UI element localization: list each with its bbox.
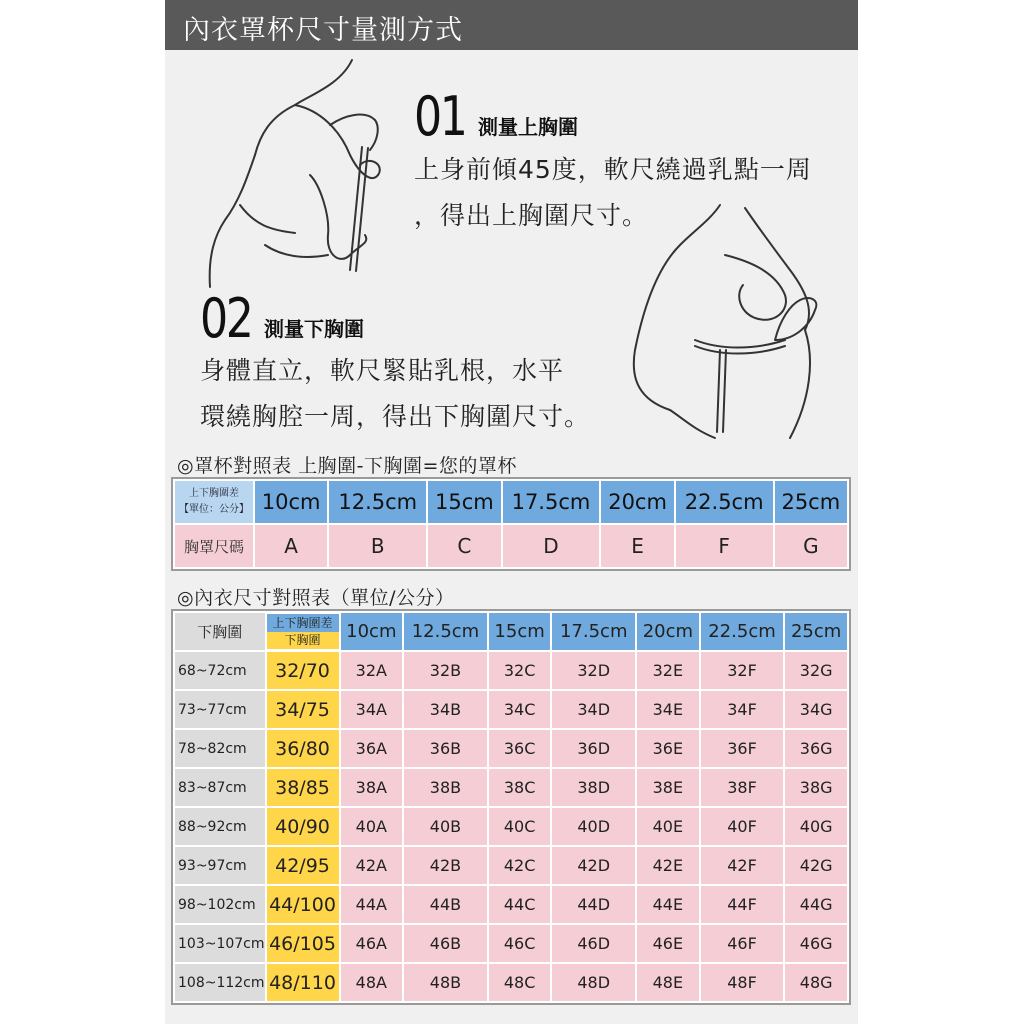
bra-size: 32B xyxy=(404,652,487,689)
bra-size: 34D xyxy=(552,691,635,728)
bra-size: 44E xyxy=(637,886,699,923)
bra-size: 36B xyxy=(404,730,487,767)
bra-size: 38B xyxy=(404,769,487,806)
bra-size: 48F xyxy=(701,964,784,1001)
bra-size: 36G xyxy=(785,730,847,767)
bra-size: 40C xyxy=(489,808,551,845)
under-bust-range: 103~107cm xyxy=(175,925,265,962)
bra-size: 48C xyxy=(489,964,551,1001)
cup-table-cup: C xyxy=(428,525,500,567)
bust-size: 36/80 xyxy=(267,730,339,767)
bra-size: 46D xyxy=(552,925,635,962)
bra-size: 48A xyxy=(341,964,403,1001)
size-table-corner: 下胸圍 xyxy=(175,613,265,650)
bra-size: 34B xyxy=(404,691,487,728)
cup-table-cup: F xyxy=(676,525,773,567)
under-bust-range: 88~92cm xyxy=(175,808,265,845)
bra-size: 40F xyxy=(701,808,784,845)
bra-size: 48G xyxy=(785,964,847,1001)
bra-size: 40A xyxy=(341,808,403,845)
size-table-diff: 17.5cm xyxy=(552,613,635,650)
upper-bust-illustration xyxy=(200,55,410,295)
bra-size: 32G xyxy=(785,652,847,689)
size-table-caption: ◎內衣尺寸對照表（單位/公分） xyxy=(177,587,455,609)
cup-table-diff-label xyxy=(175,481,253,523)
bra-size: 42D xyxy=(552,847,635,884)
under-bust-range: 83~87cm xyxy=(175,769,265,806)
step2-description-line2: 環繞胸腔一周，得出下胸圍尺寸。 xyxy=(200,402,591,431)
size-table-diff: 22.5cm xyxy=(701,613,784,650)
under-bust-illustration xyxy=(625,200,835,440)
bra-size: 46B xyxy=(404,925,487,962)
bra-size: 38F xyxy=(701,769,784,806)
cup-table-diff: 25cm xyxy=(775,481,847,523)
bra-size: 46C xyxy=(489,925,551,962)
bra-size: 38G xyxy=(785,769,847,806)
cup-table xyxy=(171,477,851,571)
cup-table-diff: 17.5cm xyxy=(503,481,600,523)
table-row xyxy=(175,886,847,923)
bust-size: 48/110 xyxy=(267,964,339,1001)
step1-description-line2: ，得出上胸圍尺寸。 xyxy=(414,201,649,230)
bra-size: 48E xyxy=(637,964,699,1001)
size-table-diff: 12.5cm xyxy=(404,613,487,650)
step1-title: 測量上胸圍 xyxy=(478,115,578,139)
size-table-diff: 15cm xyxy=(489,613,551,650)
bra-size: 46F xyxy=(701,925,784,962)
step1-description-line1: 上身前傾45度，軟尺繞過乳點一周 xyxy=(414,155,812,184)
bra-size: 48D xyxy=(552,964,635,1001)
under-bust-range: 93~97cm xyxy=(175,847,265,884)
bra-size: 42B xyxy=(404,847,487,884)
cup-table-diff: 12.5cm xyxy=(329,481,426,523)
cup-table-cup: D xyxy=(503,525,600,567)
bra-size: 32E xyxy=(637,652,699,689)
bra-size: 34E xyxy=(637,691,699,728)
bra-size: 34A xyxy=(341,691,403,728)
bust-size: 42/95 xyxy=(267,847,339,884)
cup-table-cup: A xyxy=(255,525,327,567)
size-table-diff-label-bottom: 下胸圍 xyxy=(267,632,339,649)
bra-size: 44D xyxy=(552,886,635,923)
bra-size: 40B xyxy=(404,808,487,845)
bra-size: 36C xyxy=(489,730,551,767)
bra-size: 38E xyxy=(637,769,699,806)
bra-size: 42G xyxy=(785,847,847,884)
bra-size: 36F xyxy=(701,730,784,767)
bra-size: 38A xyxy=(341,769,403,806)
bust-size: 34/75 xyxy=(267,691,339,728)
cup-table-diff-row xyxy=(175,481,847,523)
bra-size: 44A xyxy=(341,886,403,923)
bust-size: 38/85 xyxy=(267,769,339,806)
table-row xyxy=(175,847,847,884)
bra-size: 32D xyxy=(552,652,635,689)
table-row xyxy=(175,730,847,767)
bra-size: 36A xyxy=(341,730,403,767)
bra-size: 48B xyxy=(404,964,487,1001)
bra-size: 34C xyxy=(489,691,551,728)
cup-table-diff: 22.5cm xyxy=(676,481,773,523)
cup-table-diff: 15cm xyxy=(428,481,500,523)
step2-number: 02 xyxy=(200,287,252,350)
bra-size: 40E xyxy=(637,808,699,845)
cup-table-diff: 20cm xyxy=(601,481,673,523)
table-row xyxy=(175,652,847,689)
bra-size: 32F xyxy=(701,652,784,689)
step2-title: 測量下胸圍 xyxy=(264,317,364,341)
size-table-body xyxy=(175,652,847,1001)
bra-size: 42C xyxy=(489,847,551,884)
cup-table-cup: B xyxy=(329,525,426,567)
under-bust-range: 68~72cm xyxy=(175,652,265,689)
bust-size: 46/105 xyxy=(267,925,339,962)
bra-size: 46E xyxy=(637,925,699,962)
cup-table-diff: 10cm xyxy=(255,481,327,523)
size-table-diff-label xyxy=(267,613,339,650)
bra-size: 42E xyxy=(637,847,699,884)
bra-size: 34G xyxy=(785,691,847,728)
bra-size: 32A xyxy=(341,652,403,689)
under-bust-range: 108~112cm xyxy=(175,964,265,1001)
table-row xyxy=(175,769,847,806)
under-bust-range: 73~77cm xyxy=(175,691,265,728)
bra-size: 44G xyxy=(785,886,847,923)
cup-table-diff-label-line1: 上下胸圍差 xyxy=(189,488,239,499)
bra-size: 42A xyxy=(341,847,403,884)
bust-size: 44/100 xyxy=(267,886,339,923)
bra-size: 38C xyxy=(489,769,551,806)
bust-size: 32/70 xyxy=(267,652,339,689)
bra-size: 36D xyxy=(552,730,635,767)
bra-size: 44F xyxy=(701,886,784,923)
cup-table-caption: ◎罩杯對照表 上胸圍-下胸圍=您的罩杯 xyxy=(177,455,517,477)
bra-size: 36E xyxy=(637,730,699,767)
table-row xyxy=(175,691,847,728)
bra-size: 42F xyxy=(701,847,784,884)
bra-size: 34F xyxy=(701,691,784,728)
size-table xyxy=(171,609,851,1005)
cup-table-cup-row xyxy=(175,525,847,567)
bra-size: 44C xyxy=(489,886,551,923)
size-table-header-row xyxy=(175,613,847,650)
under-bust-range: 78~82cm xyxy=(175,730,265,767)
size-table-diff: 10cm xyxy=(341,613,403,650)
cup-table-diff-label-line2: 【單位：公分】 xyxy=(179,504,249,515)
cup-table-cup: G xyxy=(775,525,847,567)
size-table-diff-label-top: 上下胸圍差 xyxy=(267,614,339,632)
bra-size: 38D xyxy=(552,769,635,806)
under-bust-range: 98~102cm xyxy=(175,886,265,923)
bra-size: 32C xyxy=(489,652,551,689)
bra-size: 44B xyxy=(404,886,487,923)
size-table-diff: 25cm xyxy=(785,613,847,650)
bra-size: 46G xyxy=(785,925,847,962)
page-title: 內衣罩杯尺寸量測方式 xyxy=(183,15,463,46)
step2-description-line1: 身體直立，軟尺緊貼乳根，水平 xyxy=(200,356,565,385)
step1-number: 01 xyxy=(414,85,466,148)
bra-size: 40D xyxy=(552,808,635,845)
table-row xyxy=(175,964,847,1001)
cup-table-cup: E xyxy=(601,525,673,567)
bust-size: 40/90 xyxy=(267,808,339,845)
table-row xyxy=(175,925,847,962)
page-header xyxy=(165,0,858,50)
cup-table-row-label: 胸罩尺碼 xyxy=(175,525,253,567)
size-table-diff: 20cm xyxy=(637,613,699,650)
table-row xyxy=(175,808,847,845)
bra-size: 40G xyxy=(785,808,847,845)
bra-size: 46A xyxy=(341,925,403,962)
